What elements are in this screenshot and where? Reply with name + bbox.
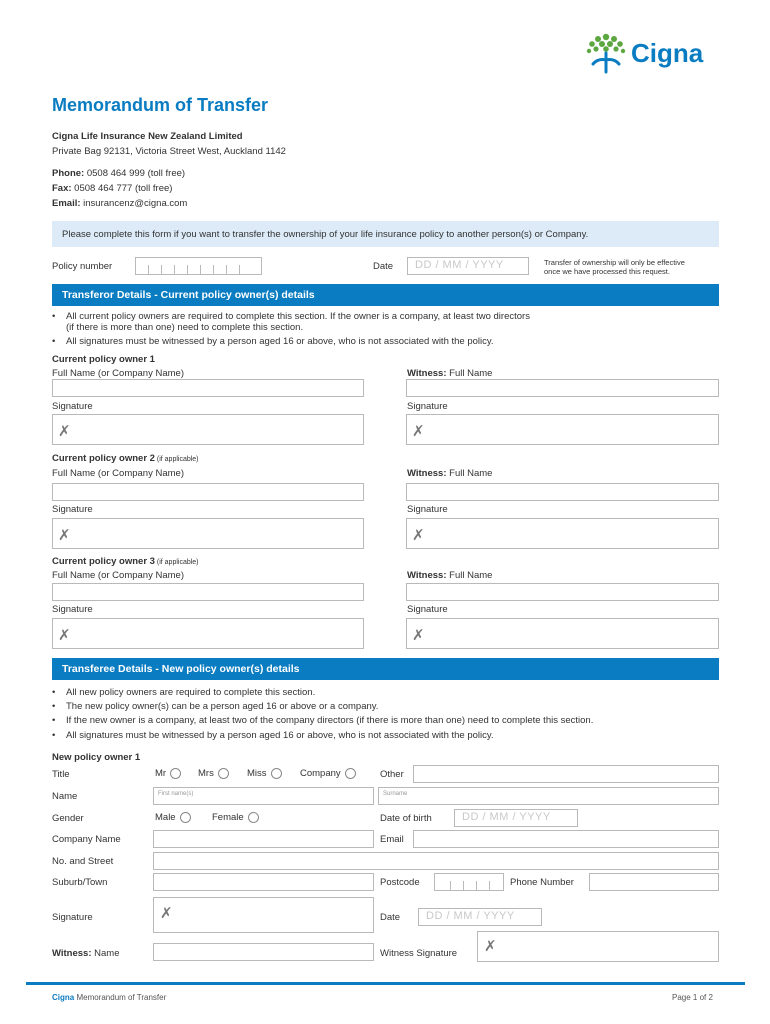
transfer-note-line-1: Transfer of ownership will only be effective xyxy=(544,258,685,267)
contact-email xyxy=(52,198,187,209)
witness-name-field[interactable] xyxy=(153,943,374,961)
name-label: Name xyxy=(52,791,78,802)
contact-fax xyxy=(52,183,172,194)
witness-2-signature-field[interactable] xyxy=(406,518,719,549)
new-owner-date-field[interactable] xyxy=(418,908,542,926)
street-field[interactable] xyxy=(153,852,719,870)
owner-2-signature-label: Signature xyxy=(52,504,93,515)
owner-2-full-name-field[interactable] xyxy=(52,483,364,501)
witness-signature-label: Witness Signature xyxy=(380,948,458,959)
phone-label: Phone: xyxy=(52,168,85,179)
transferor-heading: Transferor Details - Current policy owner(s) details xyxy=(52,284,719,306)
sign-here-icon: ✗ xyxy=(412,627,425,644)
title-mr-option[interactable]: Mr xyxy=(155,768,181,779)
witness-3-signature-field[interactable] xyxy=(406,618,719,649)
witness-2-full-name-label: Witness: Full Name xyxy=(407,468,493,479)
company-address: Private Bag 92131, Victoria Street West, Auckland 1142 xyxy=(52,146,286,157)
title-label: Title xyxy=(52,769,70,780)
gender-male-option[interactable]: Male xyxy=(155,812,191,823)
company-name-field[interactable] xyxy=(153,830,374,848)
witness-1-signature-field[interactable] xyxy=(406,414,719,445)
intro-panel xyxy=(52,221,719,247)
new-owner-1-heading: New policy owner 1 xyxy=(52,752,141,763)
policy-number-label: Policy number xyxy=(52,261,113,272)
sign-here-icon: ✗ xyxy=(58,627,71,644)
witness-2-signature-label: Signature xyxy=(407,504,448,515)
radio-icon[interactable] xyxy=(248,812,259,823)
brand-wordmark: Cigna xyxy=(631,38,704,68)
witness-3-full-name-field[interactable] xyxy=(406,583,719,601)
first-name-placeholder: First name(s) xyxy=(158,791,194,797)
owner-1-signature-label: Signature xyxy=(52,401,93,412)
intro-text: Please complete this form if you want to transfer the ownership of your life insurance policy to another person(s) or Company. xyxy=(62,229,589,240)
owner-3-signature-label: Signature xyxy=(52,604,93,615)
surname-placeholder: Surname xyxy=(383,791,408,797)
transferee-bullet-1: • All new policy owners are required to complete this section. xyxy=(52,687,316,698)
title-other-field[interactable] xyxy=(413,765,719,783)
gender-female-option[interactable]: Female xyxy=(212,812,259,823)
sign-here-icon: ✗ xyxy=(58,423,71,440)
postcode-label: Postcode xyxy=(380,877,420,888)
owner-1-full-name-label: Full Name (or Company Name) xyxy=(52,368,184,379)
witness-1-signature-label: Signature xyxy=(407,401,448,412)
page-number: Page 1 of 2 xyxy=(672,993,713,1002)
owner-3-full-name-field[interactable] xyxy=(52,583,364,601)
radio-icon[interactable] xyxy=(170,768,181,779)
witness-signature-field[interactable] xyxy=(477,931,719,962)
street-label: No. and Street xyxy=(52,856,114,867)
transferee-bullet-2: • The new policy owner(s) can be a person aged 16 or above or a company. xyxy=(52,701,379,712)
sign-here-icon: ✗ xyxy=(412,527,425,544)
fax-value: 0508 464 777 (toll free) xyxy=(71,183,173,194)
sign-here-icon: ✗ xyxy=(484,938,497,955)
fax-label: Fax: xyxy=(52,183,72,194)
phone-value: 0508 464 999 (toll free) xyxy=(84,168,186,179)
new-owner-date-placeholder: DD / MM / YYYY xyxy=(426,910,515,922)
footer-title: Cigna Memorandum of Transfer xyxy=(52,993,167,1002)
dob-placeholder: DD / MM / YYYY xyxy=(462,811,551,823)
radio-icon[interactable] xyxy=(271,768,282,779)
transferor-bullet-1-cont: (if there is more than one) need to complete this section. xyxy=(66,322,304,333)
company-name: Cigna Life Insurance New Zealand Limited xyxy=(52,131,243,142)
footer-rule xyxy=(26,982,745,985)
witness-3-full-name-label: Witness: Full Name xyxy=(407,570,493,581)
owner-3-full-name-label: Full Name (or Company Name) xyxy=(52,570,184,581)
dob-label: Date of birth xyxy=(380,813,432,824)
current-owner-1-heading: Current policy owner 1 xyxy=(52,354,155,365)
transferor-bullet-1: • All current policy owners are required to complete this section. If the owner is a company, at least two directors xyxy=(52,311,530,322)
transferee-bullet-3: • If the new owner is a company, at least two of the company directors (if there is more than one) need to complete this section. xyxy=(52,715,594,726)
transferee-bullet-4: • All signatures must be witnessed by a person aged 16 or above, who is not associated with the policy. xyxy=(52,730,494,741)
email-label: Email xyxy=(380,834,404,845)
policy-date-field[interactable] xyxy=(407,257,529,275)
first-name-field[interactable] xyxy=(153,787,374,805)
sign-here-icon: ✗ xyxy=(160,905,173,922)
owner-1-signature-field[interactable] xyxy=(52,414,364,445)
current-owner-3-heading: Current policy owner 3 (if applicable) xyxy=(52,556,199,567)
suburb-label: Suburb/Town xyxy=(52,877,108,888)
owner-2-signature-field[interactable] xyxy=(52,518,364,549)
owner-3-signature-field[interactable] xyxy=(52,618,364,649)
postcode-field[interactable] xyxy=(434,873,504,891)
witness-1-full-name-label: Witness: Full Name xyxy=(407,368,493,379)
page-title: Memorandum of Transfer xyxy=(52,95,269,115)
witness-3-signature-label: Signature xyxy=(407,604,448,615)
current-owner-2-heading: Current policy owner 2 (if applicable) xyxy=(52,453,199,464)
email-label: Email: xyxy=(52,198,81,209)
sign-here-icon: ✗ xyxy=(412,423,425,440)
transferor-bullet-2: • All signatures must be witnessed by a person aged 16 or above, who is not associated with the policy. xyxy=(52,336,494,347)
transferee-heading: Transferee Details - New policy owner(s) details xyxy=(52,658,719,680)
tree-of-life-icon xyxy=(584,32,628,74)
dob-field[interactable] xyxy=(454,809,578,827)
company-name-label: Company Name xyxy=(52,834,121,845)
gender-label: Gender xyxy=(52,813,84,824)
new-owner-signature-label: Signature xyxy=(52,912,93,923)
title-other-label: Other xyxy=(380,769,404,780)
contact-phone xyxy=(52,168,185,179)
title-mrs-option[interactable]: Mrs xyxy=(198,768,229,779)
witness-name-label: Witness: Name xyxy=(52,948,120,959)
witness-1-full-name-field[interactable] xyxy=(406,379,719,397)
email-field[interactable] xyxy=(413,830,719,848)
radio-icon[interactable] xyxy=(345,768,356,779)
policy-date-label: Date xyxy=(373,261,394,272)
suburb-field[interactable] xyxy=(153,873,374,891)
policy-date-placeholder: DD / MM / YYYY xyxy=(415,259,504,271)
transfer-note-line-2: once we have processed this request. xyxy=(544,267,670,276)
sign-here-icon: ✗ xyxy=(58,527,71,544)
radio-icon[interactable] xyxy=(180,812,191,823)
cigna-logo xyxy=(584,32,724,74)
owner-1-full-name-field[interactable] xyxy=(52,379,364,397)
title-miss-option[interactable]: Miss xyxy=(247,768,282,779)
phone-number-label: Phone Number xyxy=(510,877,574,888)
email-value: insurancenz@cigna.com xyxy=(80,198,188,209)
radio-icon[interactable] xyxy=(218,768,229,779)
surname-field[interactable] xyxy=(378,787,719,805)
witness-2-full-name-field[interactable] xyxy=(406,483,719,501)
title-company-option[interactable]: Company xyxy=(300,768,356,779)
owner-2-full-name-label: Full Name (or Company Name) xyxy=(52,468,184,479)
phone-number-field[interactable] xyxy=(589,873,719,891)
policy-number-field[interactable] xyxy=(135,257,262,275)
new-owner-signature-field[interactable] xyxy=(153,897,374,933)
new-owner-date-label: Date xyxy=(380,912,401,923)
